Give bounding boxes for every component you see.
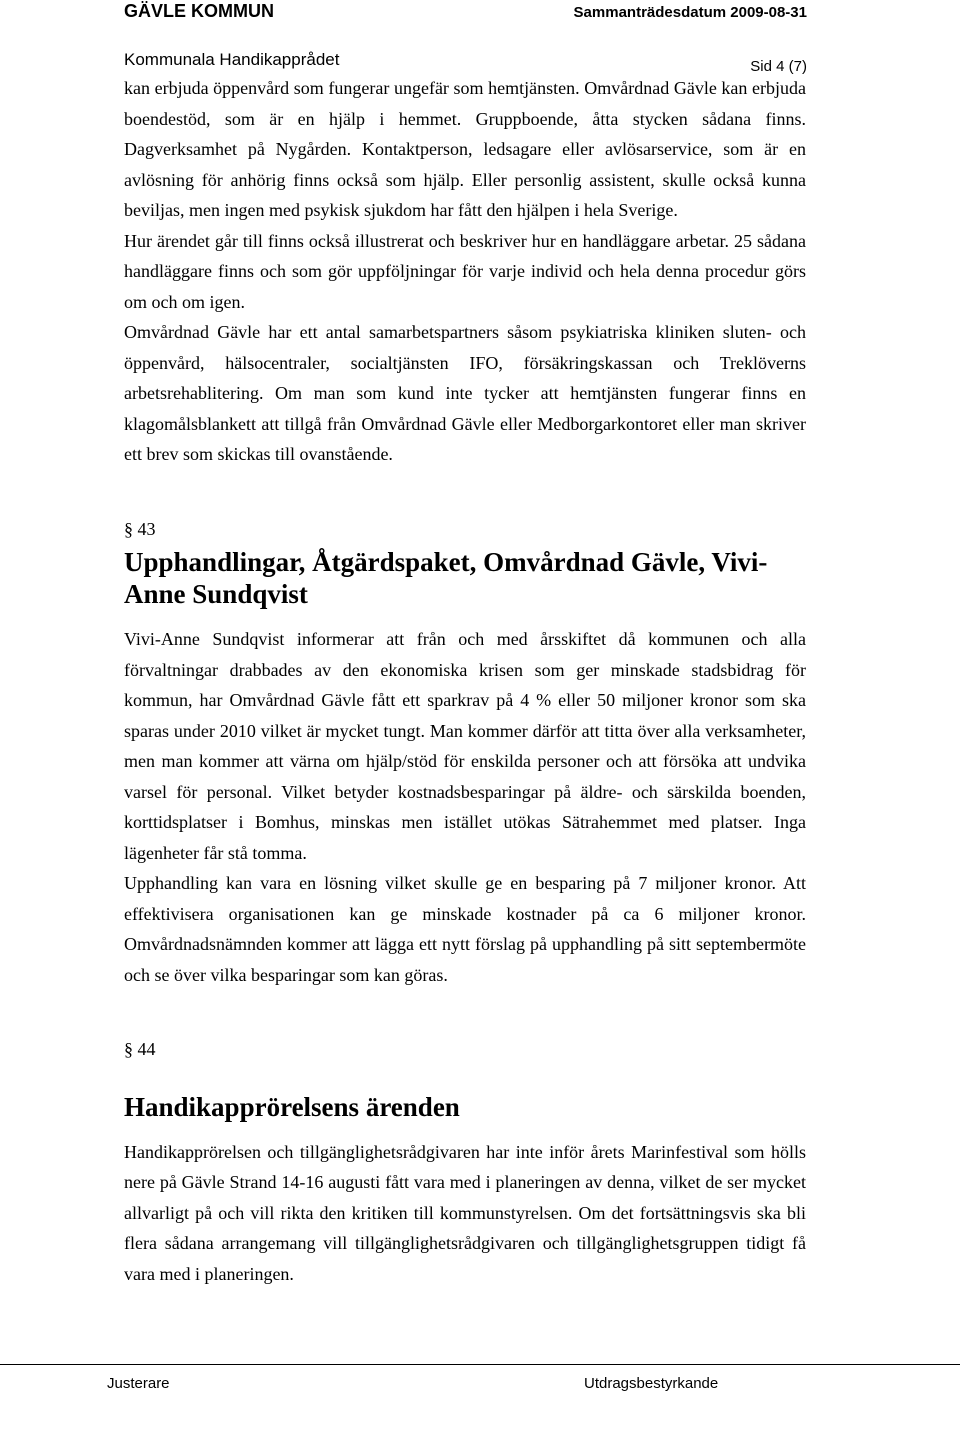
section-heading: Handikapprörelsens ärenden (124, 1091, 460, 1122)
body-paragraph: Omvårdnad Gävle har ett antal samarbetspartners såsom psykiatriska kliniken sluten- och öppenvård, hälsocentraler, socialtjänsten IFO, försäkringskassan och Treklöverns arbetsrehablitering. Om man som kund inte tycker att hemtjänsten fungerar finns en klagomålsblankett att tillgå från Omvårdnad Gävle eller Medborgarkontoret eller man skriver ett brev som skickas till ovanstående. (124, 322, 806, 464)
page-number: Sid 4 (7) (750, 58, 807, 75)
footer-extract-certification-label: Utdragsbestyrkande (584, 1375, 719, 1392)
document-body (124, 73, 806, 1289)
organization-name: GÄVLE KOMMUN (124, 1, 274, 21)
body-paragraph: kan erbjuda öppenvård som fungerar ungefär som hemtjänsten. Omvårdnad Gävle kan erbjuda boendestöd, som är en hjälp i hemmet. Gruppboende, åtta stycken sådana finns. Dagverksamhet på Nygården. Kontaktperson, ledsagare eller avlösarservice, som är en avlösning för anhörig finns också som hjälp. Eller personlig assistent, skulle också kunna beviljas, men ingen med psykisk sjukdom har fått den hjälpen i hela Sverige. (124, 78, 806, 220)
meeting-date: Sammanträdesdatum 2009-08-31 (573, 4, 807, 21)
section-number: § 44 (124, 1039, 156, 1059)
body-paragraph: Upphandling kan vara en lösning vilket skulle ge en besparing på 7 miljoner kronor. Att effektivisera organisationen kan ge minskade kostnader på ca 6 miljoner kronor. Omvårdnadsnämnden kommer att lägga ett nytt förslag på upphandling på sitt septembermöte och se över vilka besparingar som kan göras. (124, 873, 806, 985)
body-paragraph: Vivi-Anne Sundqvist informerar att från och med årsskiftet då kommunen och alla förvaltningar drabbades av den ekonomiska krisen som ger minskade stadsbidrag för kommun, har Omvårdnad Gävle fått ett sparkrav på 4 % eller 50 miljoner kronor som ska sparas under 2010 vilket är mycket tungt. Man kommer därför att titta över alla verksamheter, men man kommer att värna om hjälp/stöd för enskilda personer och att försöka att undvika varsel för personal. Vilket betyder kostnadsbesparingar på äldre- och särskilda boenden, korttidsplatser i Bomhus, minskas men istället utökas Sätrahemmet med platser. Inga lägenheter får stå tomma. (124, 629, 806, 863)
section-number: § 43 (124, 518, 156, 539)
body-paragraph: Hur ärendet går till finns också illustrerat och beskriver hur en handläggare arbetar. 25 sådana handläggare finns och som gör uppföljningar för varje individ och hela denna procedur görs om och om igen. (124, 230, 806, 312)
footer-divider (0, 1364, 960, 1365)
council-name: Kommunala Handikapprådet (124, 50, 340, 69)
footer-attester-label: Justerare (107, 1375, 170, 1392)
section-heading: Upphandlingar, Åtgärdspaket, Omvårdnad Gävle, Vivi-Anne Sundqvist (124, 547, 768, 609)
body-paragraph: Handikapprörelsen och tillgänglighetsrådgivaren har inte inför årets Marinfestival som hölls nere på Gävle Strand 14-16 augusti fått vara med i planeringen av denna, vilket de ser mycket allvarligt på och vill rikta den kritiken till kommunstyrelsen. Om det fortsättningsvis ska bli flera sådana arrangemang vill tillgänglighetsrådgivaren och tillgänglighetsgruppen tidigt få vara med i planeringen. (124, 1141, 806, 1284)
